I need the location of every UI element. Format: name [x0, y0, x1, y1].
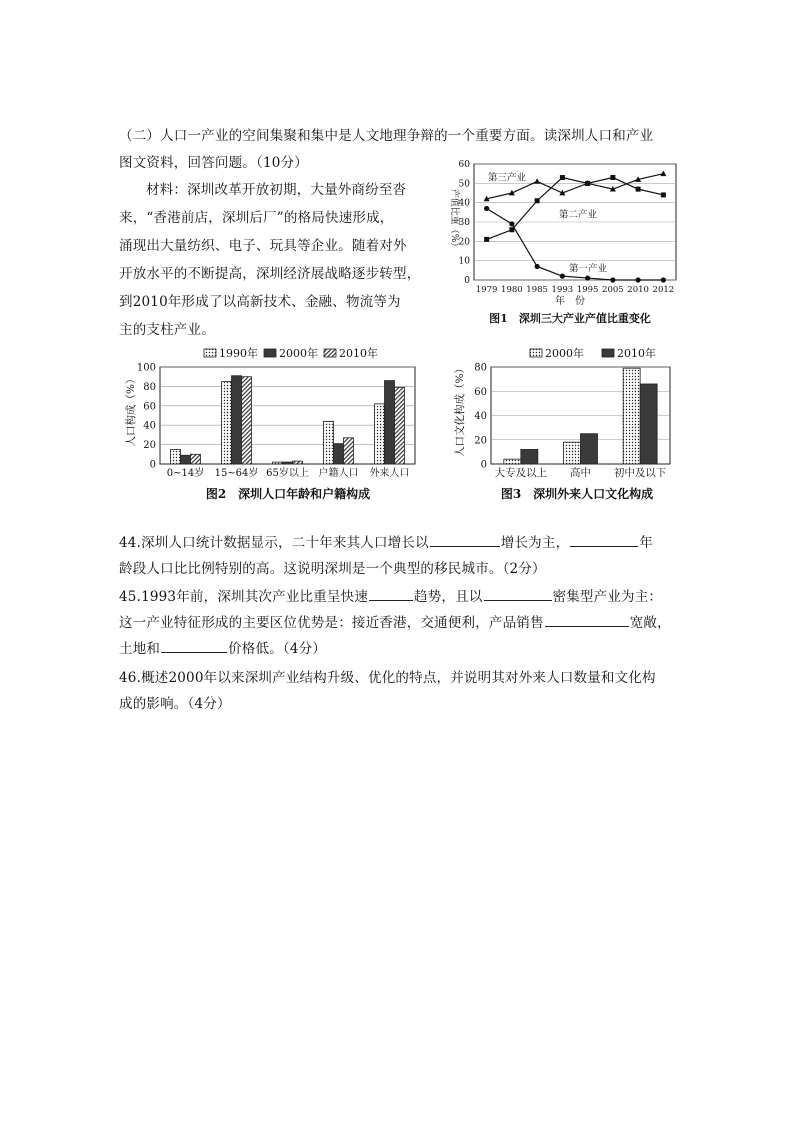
- fig2-bar: [385, 381, 395, 464]
- fig3-bar: [581, 434, 598, 464]
- fig2-category-label: 65岁以上: [266, 468, 309, 479]
- fig2-bar: [395, 387, 405, 464]
- fig1-xtick-label: 2010: [627, 285, 649, 295]
- fig3-ytick-label: 40: [474, 411, 487, 422]
- fig1-ytick-label: 0: [464, 276, 470, 286]
- fig3-legend-swatch: [602, 349, 614, 357]
- fig1-point: [534, 178, 540, 184]
- fig1-point: [610, 175, 615, 180]
- intro-line-2: 图文资料，回答问题。（10分）: [119, 155, 308, 171]
- fig1-point: [535, 198, 540, 203]
- fig1-point: [585, 181, 590, 186]
- fig1-point: [636, 277, 641, 282]
- fig1-point: [509, 221, 514, 226]
- fig2-bar: [344, 438, 354, 464]
- fig1-xtick-label: 1995: [576, 285, 599, 295]
- q45-text-c: 密集型产业为主：: [552, 589, 663, 605]
- fig2-ytick-label: 20: [143, 440, 156, 452]
- fig3-ytick-label: 20: [474, 435, 487, 447]
- q45-text-g: 价格低。（4分）: [228, 641, 327, 657]
- fig1-xtick-label: 2012: [652, 285, 675, 295]
- fig2-category-label: 外来人口: [369, 468, 410, 479]
- fig1-point: [661, 192, 666, 197]
- fig3-ylabel: 人口文化构成（%）: [454, 363, 466, 457]
- fig2-legend-swatch: [264, 349, 276, 357]
- question-45-cont: [119, 611, 671, 631]
- fig1-point: [660, 170, 666, 176]
- fig2-bar: [283, 462, 293, 464]
- question-44: [119, 531, 653, 551]
- q45-text-d: 这一产业特征形成的主要区位优势是：接近香港，交通便利，产品销售: [119, 615, 544, 631]
- fig3-legend-swatch: [530, 349, 542, 357]
- fig2-bar: [324, 421, 334, 464]
- question-46-cont: 成的影响。（4分）: [119, 696, 231, 712]
- fig1-xlabel: 年 份: [555, 296, 585, 307]
- fig2-bar: [181, 455, 191, 464]
- fig2-ylabel: 人口构成（%）: [125, 373, 137, 447]
- fig1-ytick-label: 10: [458, 256, 470, 267]
- q44-blank-2[interactable]: [570, 534, 638, 547]
- material-line: 开放水平的不断提高，深圳经济展战略逐步转型，: [119, 266, 421, 282]
- q45-text-b: 趋势，且以: [414, 589, 483, 605]
- q45-blank-1[interactable]: [369, 588, 413, 601]
- fig2-bar: [293, 461, 303, 464]
- q44-text-a: 44.深圳人口统计数据显示，二十年来其人口增长以: [119, 535, 429, 551]
- q44-blank-1[interactable]: [430, 534, 500, 547]
- fig1-point: [535, 264, 540, 269]
- figure-3-bar-chart: [445, 345, 685, 505]
- fig2-category-label: 15~64岁: [214, 468, 259, 479]
- fig1-xtick-label: 1993: [551, 285, 574, 295]
- fig3-category-label: 初中及以下: [613, 467, 667, 479]
- fig2-legend-label: 2010年: [339, 347, 378, 360]
- fig2-bar: [171, 449, 181, 464]
- fig2-ytick-label: 80: [143, 381, 156, 393]
- fig3-ytick-label: 80: [474, 362, 487, 374]
- q45-blank-2[interactable]: [484, 588, 552, 601]
- fig3-bar: [504, 459, 521, 464]
- fig1-title: 图1 深圳三大产业产值比重变化: [489, 312, 651, 325]
- fig3-category-label: 高中: [570, 467, 591, 479]
- q44-text-c: 年: [639, 535, 653, 551]
- q44-text-b: 增长为主，: [500, 535, 570, 551]
- fig1-point: [484, 237, 489, 242]
- fig1-series-label: 第二产业: [559, 209, 598, 221]
- fig2-bar: [334, 444, 344, 464]
- material-line: 涌现出大量纺织、电子、玩具等企业。随着对外: [119, 238, 407, 254]
- fig1-ytick-label: 50: [458, 179, 470, 190]
- fig1-ytick-label: 60: [458, 160, 470, 170]
- fig1-point: [484, 206, 489, 211]
- material-line: 来，“香港前店，深圳后厂”的格局快速形成，: [119, 210, 394, 226]
- fig3-legend-label: 2010年: [617, 347, 656, 360]
- fig3-legend-label: 2000年: [545, 347, 584, 360]
- fig1-point: [636, 187, 641, 192]
- material-line: 材料：深圳改革开放初期，大量外商纷至沓: [146, 182, 407, 198]
- fig2-title: 图2 深圳人口年龄和户籍构成: [205, 487, 371, 501]
- question-45: [119, 585, 662, 605]
- fig3-bar: [623, 368, 640, 464]
- material-line: 主的支柱产业。: [119, 322, 215, 338]
- q45-text-a: 45.1993年前，深圳其次产业比重呈快速: [119, 589, 369, 605]
- fig3-bar: [564, 442, 581, 464]
- q45-text-e: 宽敞，: [629, 615, 671, 631]
- fig3-ytick-label: 0: [480, 459, 487, 471]
- question-45-cont-2: [119, 637, 326, 657]
- question-46: 46.概述2000年以来深圳产业结构升级、优化的特点，并说明其对外来人口数量和文化构: [119, 670, 656, 686]
- fig2-bar: [232, 376, 242, 464]
- fig1-xtick-label: 1985: [526, 285, 548, 295]
- fig1-xtick-label: 1980: [501, 285, 523, 295]
- fig2-bar: [273, 462, 283, 464]
- fig1-series-label: 第三产业: [488, 172, 527, 184]
- fig2-bar: [191, 454, 201, 464]
- fig1-point: [661, 277, 666, 282]
- fig2-legend-swatch: [204, 349, 216, 357]
- fig1-ylabel: 产值比重（%）: [449, 188, 459, 252]
- q45-blank-4[interactable]: [161, 640, 227, 653]
- fig1-series-label: 第一产业: [569, 263, 608, 275]
- fig2-ytick-label: 40: [143, 420, 156, 432]
- q45-blank-3[interactable]: [545, 614, 629, 627]
- figure-2-bar-chart: [118, 345, 418, 505]
- fig1-point: [560, 274, 565, 279]
- question-44-cont: 龄段人口比比例特别的高。这说明深圳是一个典型的移民城市。（2分）: [119, 561, 546, 577]
- figure-1-line-chart: [440, 158, 680, 328]
- material-line: 到2010年形成了以高新技术、金融、物流等为: [119, 294, 401, 310]
- fig2-legend-label: 2000年: [279, 347, 318, 360]
- fig3-ytick-label: 60: [474, 386, 487, 398]
- fig2-ytick-label: 100: [136, 362, 156, 374]
- fig2-bar: [375, 404, 385, 464]
- fig1-ytick-label: 30: [458, 218, 470, 228]
- fig2-bar: [242, 377, 252, 464]
- fig2-ytick-label: 0: [149, 459, 156, 471]
- fig1-point: [560, 175, 565, 180]
- fig1-ytick-label: 20: [458, 237, 470, 248]
- fig1-ytick-label: 40: [458, 198, 470, 209]
- fig2-legend-swatch: [324, 349, 336, 357]
- fig3-category-label: 大专及以上: [494, 467, 548, 479]
- fig3-bar: [521, 449, 538, 464]
- fig2-category-label: 0~14岁: [166, 468, 205, 479]
- fig2-ytick-label: 60: [143, 401, 156, 413]
- fig3-title: 图3 深圳外来人口文化构成: [500, 487, 654, 501]
- fig2-legend-label: 1990年: [219, 347, 258, 360]
- fig1-xtick-label: 1979: [475, 285, 498, 295]
- q45-text-f: 土地和: [119, 641, 161, 657]
- fig1-point: [585, 275, 590, 280]
- fig1-point: [610, 277, 615, 282]
- intro-line-1: （二）人口一产业的空间集聚和集中是人文地理争辩的一个重要方面。读深圳人口和产业: [119, 128, 654, 144]
- fig3-bar: [640, 384, 657, 464]
- fig2-bar: [222, 382, 232, 464]
- fig1-xtick-label: 2005: [602, 285, 624, 295]
- fig2-category-label: 户籍人口: [318, 468, 359, 479]
